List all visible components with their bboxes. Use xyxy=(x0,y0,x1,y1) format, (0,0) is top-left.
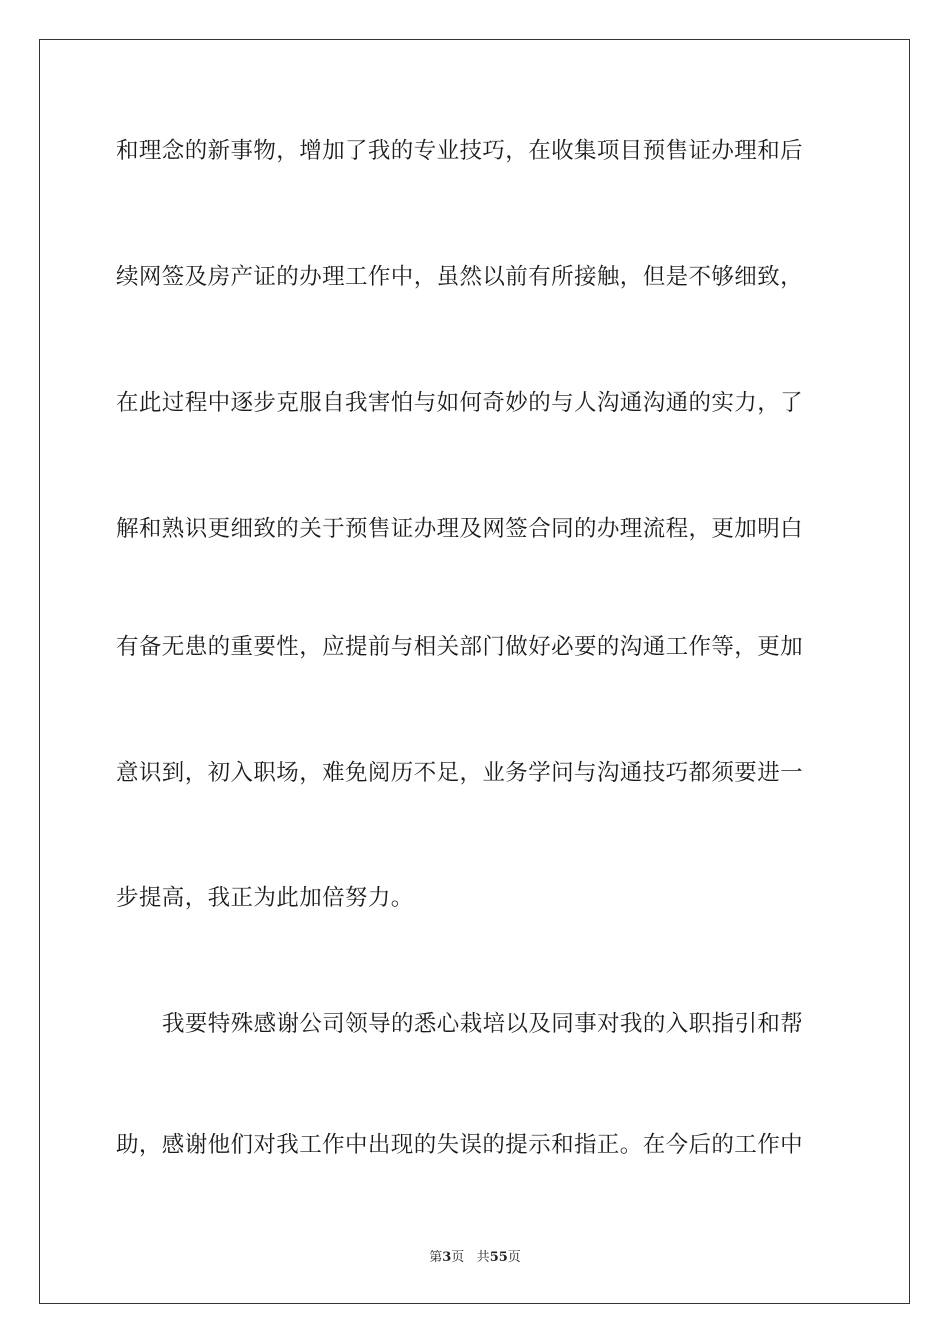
page-suffix: 页 xyxy=(451,1250,465,1265)
text-line-1: 和理念的新事物，增加了我的专业技巧，在收集项目预售证办理和后 xyxy=(116,138,804,164)
total-prefix: 共 xyxy=(476,1250,490,1265)
text-line-2: 续网签及房产证的办理工作中，虽然以前有所接触，但是不够细致， xyxy=(116,264,804,290)
page-number: 3 xyxy=(442,1250,452,1265)
text-line-9: 助，感谢他们对我工作中出现的失误的提示和指正。在今后的工作中 xyxy=(116,1132,804,1158)
text-line-7: 步提高，我正为此加倍努力。 xyxy=(116,885,414,911)
total-pages: 55 xyxy=(489,1250,508,1265)
text-line-3: 在此过程中逐步克服自我害怕与如何奇妙的与人沟通沟通的实力，了 xyxy=(116,390,804,416)
page-prefix: 第 xyxy=(429,1250,443,1265)
text-line-5: 有备无患的重要性，应提前与相关部门做好必要的沟通工作等，更加 xyxy=(116,634,804,660)
page-footer xyxy=(0,1249,950,1267)
total-suffix: 页 xyxy=(507,1250,521,1265)
page-border xyxy=(39,39,910,1304)
text-line-8: 我要特殊感谢公司领导的悉心栽培以及同事对我的入职指引和帮 xyxy=(162,1011,804,1037)
text-line-6: 意识到，初入职场，难免阅历不足，业务学问与沟通技巧都须要进一 xyxy=(116,760,804,786)
text-line-4: 解和熟识更细致的关于预售证办理及网签合同的办理流程，更加明白 xyxy=(116,516,804,542)
